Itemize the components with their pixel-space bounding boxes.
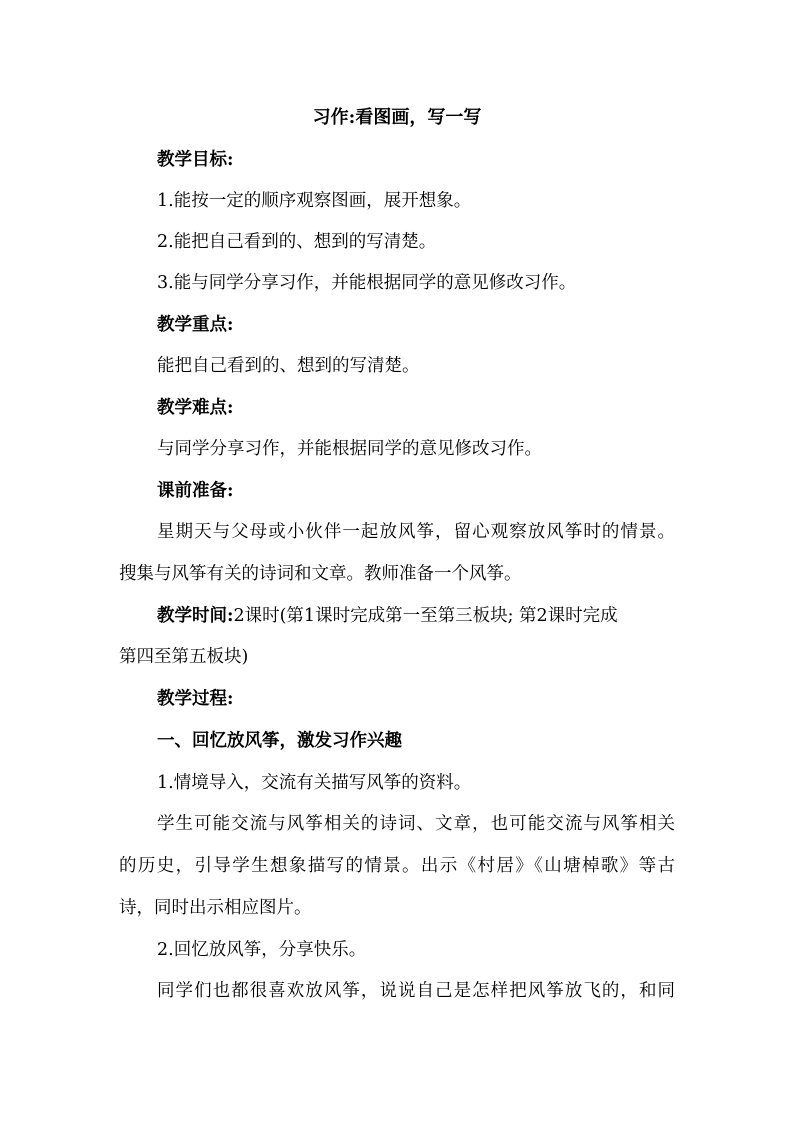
teaching-time-line-1 [157,604,675,628]
key-points-heading: 教学重点: [157,315,234,335]
objective-item-2: 2.能把自己看到的、想到的写清楚。 [157,232,437,252]
section-1-heading: 一、回忆放风筝，激发习作兴趣 [157,731,402,751]
preparation-text-line-2: 搜集与风筝有关的诗词和文章。教师准备一个风筝。 [119,564,522,584]
difficulties-text: 与同学分享习作，并能根据同学的意见修改习作。 [157,439,542,459]
objectives-heading: 教学目标: [157,150,234,170]
difficulties-heading: 教学难点: [157,398,234,418]
step-1-text-line-1: 学生可能交流与风筝相关的诗词、文章，也可能交流与风筝相关 [157,814,675,834]
step-1-text-line-2: 的历史，引导学生想象描写的情景。出示《村居》《山塘棹歌》等古 [119,856,675,876]
preparation-text-line-1: 星期天与父母或小伙伴一起放风筝，留心观察放风筝时的情景。 [157,522,675,542]
teaching-time-line-2: 第四至第五板块) [119,647,249,667]
preparation-heading: 课前准备: [157,481,234,501]
document-title: 习作:看图画，写一写 [312,107,482,128]
step-1-text-line-3: 诗，同时出示相应图片。 [119,898,312,918]
step-1-heading: 1.情境导入，交流有关描写风筝的资料。 [157,773,472,793]
objective-item-3: 3.能与同学分享习作，并能根据同学的意见修改习作。 [157,273,577,293]
key-points-text: 能把自己看到的、想到的写清楚。 [157,356,420,376]
process-heading: 教学过程: [157,689,234,709]
teaching-time-value: 2课时(第1课时完成第一至第三板块; 第2课时完成 [233,606,618,626]
objective-item-1: 1.能按一定的顺序观察图画，展开想象。 [157,191,472,211]
step-2-text-line-1: 同学们也都很喜欢放风筝，说说自己是怎样把风筝放飞的，和同 [157,981,675,1001]
teaching-time-label: 教学时间: [157,606,234,626]
step-2-heading: 2.回忆放风筝，分享快乐。 [157,940,367,960]
